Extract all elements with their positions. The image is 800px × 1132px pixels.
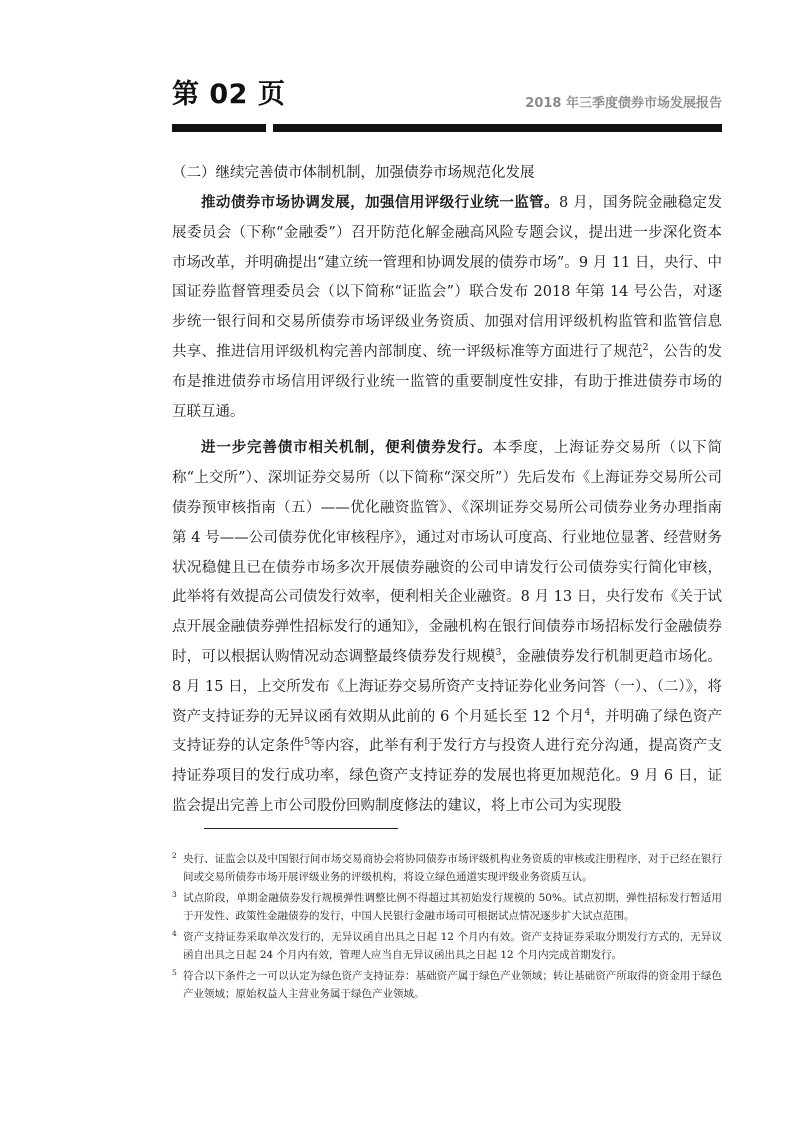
footnote-text: 资产支持证券采取单次发行的，无异议函自出具之日起 12 个月内有效。资产支持证券采取分期发行方式的，无异议函自出具之日起 24 个月内有效，管理人应当自无异议函出具之日起 12 个月内完成首期发行。	[183, 931, 722, 961]
paragraph-text: ，公告的发布是推进债券市场信用评级行业统一监管的重要制度性安排，有助于推进债券市场的互联互通。	[172, 343, 723, 420]
page-number: 第 02 页	[172, 79, 286, 110]
body-text	[172, 158, 722, 828]
footnote-mark: 3	[172, 890, 177, 899]
header-rule-right	[273, 124, 722, 132]
footnote-ref: 2	[642, 343, 649, 354]
footnote-mark: 5	[172, 968, 177, 977]
paragraph-text: 本季度，上海证券交易所（以下简称“上交所”）、深圳证券交易所（以下简称“深交所”）先后发布《上海证券交易所公司债券预审核指南（五）——优化融资监管》、《深圳证券交易所公司债券业务办理指南第 4 号——公司债券优化审核程序》，通过对市场认可度高、行业地位显著、经营财务状况稳健且已在债券市场多次开展债券融资的公司申请发行公司债券实行简化审核，此举将有效提高公司债发行效率，便利相关企业融资。8 月 13 日，央行发布《关于试点开展金融债券弹性招标发行的通知》，金融机构在银行间债券市场招标发行金融债券时，可以根据认购情况动态调整最终债券发行规模	[172, 440, 723, 665]
footnote-ref: 4	[584, 707, 591, 718]
footnote-5	[172, 967, 722, 1003]
footnotes	[172, 850, 722, 1006]
footnote-mark: 2	[172, 851, 177, 860]
report-title: 2018 年三季度债券市场发展报告	[525, 96, 722, 111]
footnote-2	[172, 850, 722, 886]
footnote-ref: 3	[495, 648, 502, 659]
footnote-text: 央行、证监会以及中国银行间市场交易商协会将协同债券市场评级机构业务资质的审核或注册程序，对于已经在银行间或交易所债券市场开展评级业务的评级机构，将设立绿色通道实现评级业务资质互认。	[183, 853, 722, 883]
paragraph-rating-regulation	[172, 188, 722, 427]
paragraph-text: ，金融债券发行机制更趋市场化。8 月 15 日，上交所发布《上海证券交易所资产支持证券化业务问答（一）、（二）》，将资产支持证券的无异议函有效期从此前的 6 个月延长至 12 个月	[172, 648, 723, 725]
footnote-ref: 5	[304, 737, 311, 748]
footnote-4	[172, 928, 722, 964]
footnote-text: 试点阶段，单期金融债券发行规模弹性调整比例不得超过其初始发行规模的 50%。试点初期，弹性招标发行暂适用于开发性、政策性金融债券的发行，中国人民银行金融市场司可根据试点情况逐步扩大试点范围。	[183, 892, 722, 922]
paragraph-lead: 进一步完善债市相关机制，便利债券发行。	[201, 439, 493, 457]
section-title: （二）继续完善债市体制机制，加强债券市场规范化发展	[172, 165, 535, 181]
footnote-text: 符合以下条件之一可以认定为绿色资产支持证券：基础资产属于绿色产业领域；转让基础资产所取得的资金用于绿色产业领域；原始权益人主营业务属于绿色产业领域。	[183, 970, 722, 1000]
paragraph-bond-issuance	[172, 433, 722, 821]
paragraph-text: ，并明确了绿色资产支持证券的认定条件	[172, 708, 722, 755]
paragraph-lead: 推动债券市场协调发展，加强信用评级行业统一监管。	[201, 194, 559, 211]
paragraph-text: 8 月，国务院金融稳定发展委员会（下称“金融委”）召开防范化解金融高风险专题会议，提出进一步深化资本市场改革，并明确提出“建立统一管理和协调发展的债券市场”。9 月 11 日，央行、中国证券监督管理委员会（以下简称“证监会”）联合发布 2018 年第 14 号公告，对逐步统一银行间和交易所债券市场评级业务资质、加强对信用评级机构监管和监管信息共享、推进信用评级机构完善内部制度、统一评级标准等方面进行了规范	[172, 195, 722, 360]
paragraph-text: 等内容，此举有利于发行方与投资人进行充分沟通，提高资产支持证券项目的发行成功率，绿色资产支持证券的发展也将更加规范化。9 月 6 日，证监会提出完善上市公司股份回购制度修法的建议，将上市公司为实现股	[172, 738, 722, 814]
footnote-3	[172, 889, 722, 925]
header-rule-left	[172, 124, 266, 132]
footnote-mark: 4	[172, 929, 177, 938]
footnote-separator	[204, 828, 398, 829]
